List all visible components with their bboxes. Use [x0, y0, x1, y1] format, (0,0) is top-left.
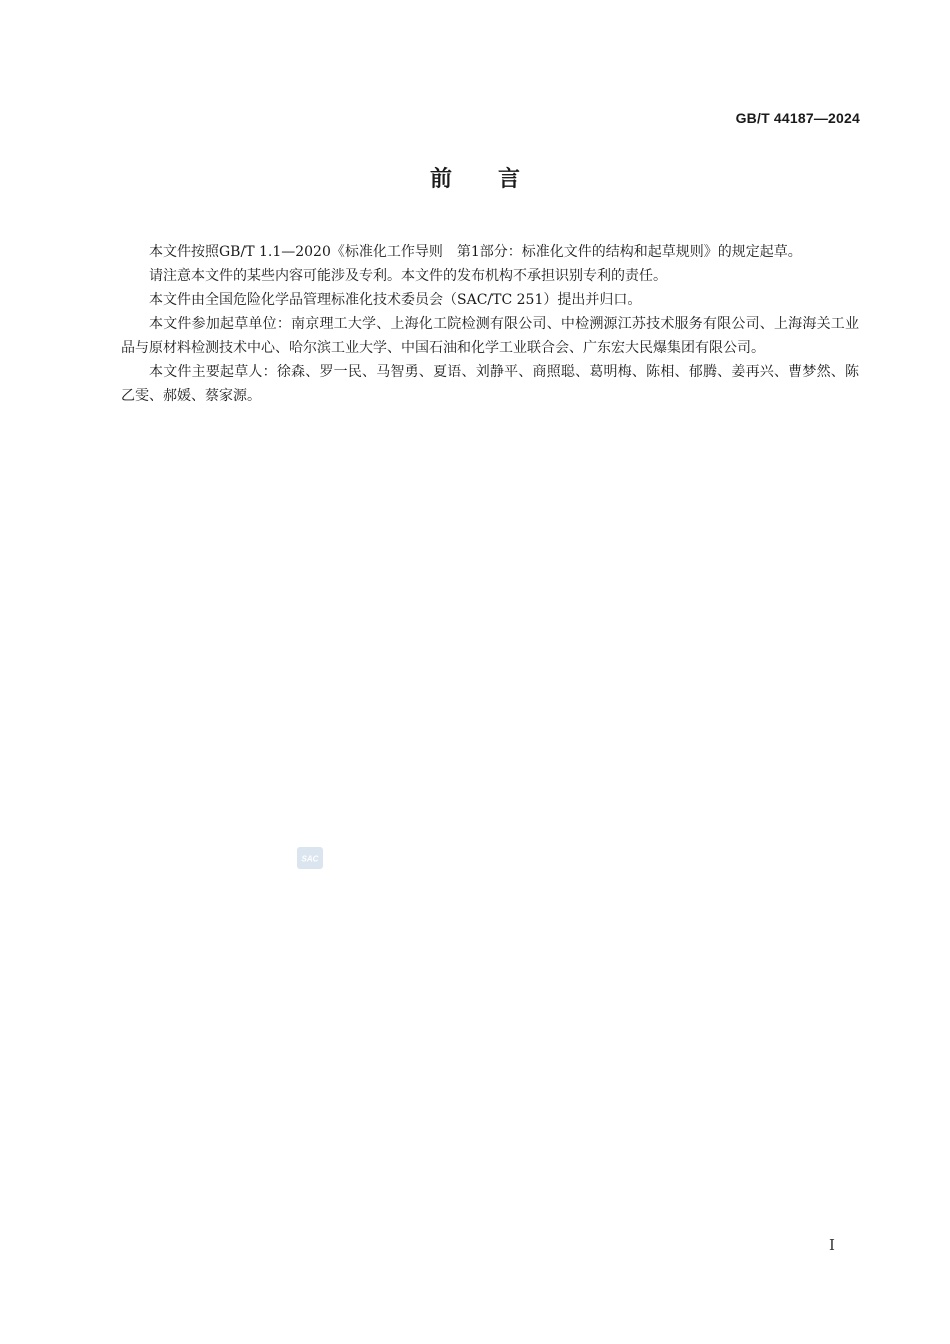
paragraph-drafting-units: 本文件参加起草单位：南京理工大学、上海化工院检测有限公司、中检溯源江苏技术服务有限公司、上海海关工业品与原材料检测技术中心、哈尔滨工业大学、中国石油和化学工业联合会、广东宏大民爆集团有限公司。	[121, 316, 859, 356]
paragraph-patent-notice: 请注意本文件的某些内容可能涉及专利。本文件的发布机构不承担识别专利的责任。	[149, 268, 667, 284]
foreword-body	[121, 240, 859, 408]
sac-watermark-icon	[297, 847, 323, 869]
paragraph-drafting-rules: 本文件按照GB/T 1.1—2020《标准化工作导则 第1部分：标准化文件的结构和起草规则》的规定起草。	[149, 244, 802, 260]
page-number: I	[829, 1236, 835, 1254]
paragraph-drafters: 本文件主要起草人：徐森、罗一民、马智勇、夏语、刘静平、商照聪、葛明梅、陈相、郁腾、姜再兴、曹梦然、陈乙雯、郝媛、蔡家源。	[121, 364, 859, 404]
page-title: 前言	[429, 167, 566, 192]
paragraph-proposer: 本文件由全国危险化学品管理标准化技术委员会（SAC/TC 251）提出并归口。	[149, 292, 642, 308]
sac-watermark-text: SAC	[301, 854, 319, 864]
standard-number: GB/T 44187—2024	[735, 110, 860, 126]
